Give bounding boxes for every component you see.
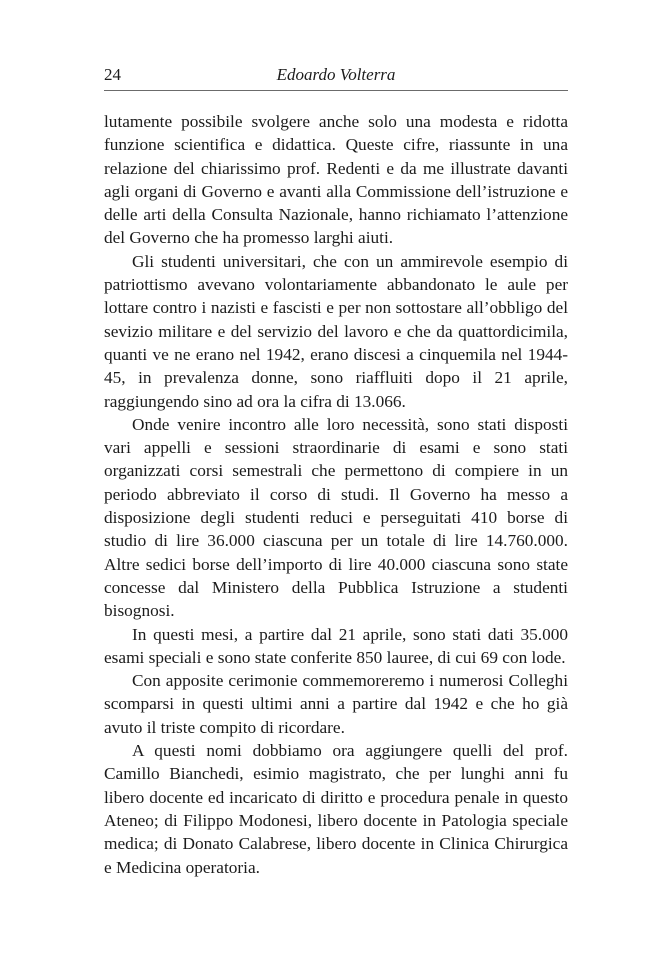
- page-body: [104, 110, 568, 879]
- paragraph: Onde venire incontro alle loro necessità, sono stati disposti vari appelli e sessioni straordinarie di esami e sono stati organizzati corsi semestrali che permettono di compiere in un periodo abbreviato il corso di studi. Il Governo ha messo a disposizione degli studenti reduci e perseguitati 410 borse di studio di lire 36.000 ciascuna per un totale di lire 14.760.000. Altre sedici borse dell’importo di lire 40.000 ciascuna sono state concesse dal Ministero della Pubblica Istruzione a studenti bisognosi.: [104, 414, 568, 621]
- header-rule: [104, 90, 568, 91]
- paragraph: Gli studenti universitari, che con un ammirevole esempio di patriottismo avevano volontariamente abbandonato le aule per lottare contro i nazisti e fascisti e per non sottostare all’obbligo del sevizio militare e del servizio del lavoro e che da quattordicimila, quanti ve ne erano nel 1942, erano discesi a cinquemila nel 1944-45, in prevalenza donne, sono riaffluiti dopo il 21 aprile, raggiungendo sino ad ora la cifra di 13.066.: [104, 251, 568, 411]
- page-header: [104, 62, 568, 92]
- running-title: Edoardo Volterra: [276, 65, 396, 84]
- paragraph: Con apposite cerimonie commemoreremo i numerosi Colleghi scomparsi in questi ultimi anni a partire dal 1942 e che ho già avuto il triste compito di ricordare.: [104, 671, 568, 737]
- page-number: 24: [104, 65, 121, 84]
- paragraph: A questi nomi dobbiamo ora aggiungere quelli del prof. Camillo Bianchedi, esimio magistrato, che per lunghi anni fu libero docente ed incaricato di diritto e procedura penale in questo Ateneo; di Filippo Modonesi, libero docente in Patologia speciale medica; di Donato Calabrese, libero docente in Clinica Chirurgica e Medicina operatoria.: [104, 741, 568, 877]
- paragraph-continuation: lutamente possibile svolgere anche solo una modesta e ridotta funzione scientifica e didattica. Queste cifre, riassunte in una relazione del chiarissimo prof. Redenti e da me illustrate davanti agli organi di Governo e avanti alla Commissione dell’istruzione e delle arti della Consulta Nazionale, hanno richiamato l’attenzione del Governo che ha promesso larghi aiuti.: [104, 112, 568, 248]
- paragraph: In questi mesi, a partire dal 21 aprile, sono stati dati 35.000 esami speciali e sono state conferite 850 lauree, di cui 69 con lode.: [104, 624, 568, 667]
